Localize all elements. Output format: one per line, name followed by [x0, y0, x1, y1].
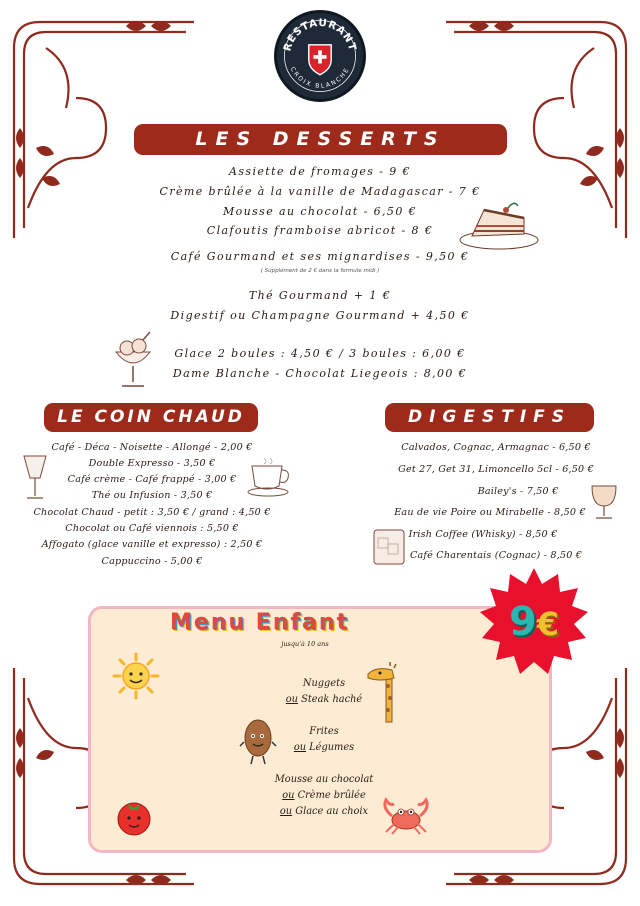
- dessert-item: Café Gourmand et ses mignardises - 9,50 €: [170, 250, 470, 263]
- coin-chaud-banner: LE COIN CHAUD: [44, 403, 258, 432]
- kids-course-3a: Mousse au chocolat: [274, 774, 374, 785]
- kids-price-value: 9: [508, 599, 537, 645]
- dessert-item: Assiette de fromages - 9 €: [229, 165, 411, 178]
- desserts-banner: LES DESSERTS: [134, 124, 507, 155]
- sun-icon: [112, 652, 160, 700]
- kids-course-3b: [282, 790, 366, 801]
- giraffe-icon: [366, 662, 402, 726]
- hot-item: Affogato (glace vanille et expresso) : 2,50 €: [41, 539, 263, 550]
- dessert-item: Crème brûlée à la vanille de Madagascar - 7 €: [159, 185, 481, 198]
- ice-item: Glace 2 boules : 4,50 € / 3 boules : 6,00 €: [174, 347, 466, 360]
- digestifs-banner: DIGESTIFS: [385, 403, 594, 432]
- or-word: ou: [293, 742, 307, 753]
- sundae-icon: [110, 330, 156, 390]
- digestif-item: Get 27, Get 31, Limoncello 5cl - 6,50 €: [398, 464, 594, 475]
- extra-item: Digestif ou Champagne Gourmand + 4,50 €: [170, 309, 470, 322]
- formula-note: ( Supplément de 2 € dans la formule midi ): [260, 268, 380, 274]
- kids-course-1b: [286, 694, 362, 705]
- dessert-item: Clafoutis framboise abricot - 8 €: [206, 224, 434, 237]
- kids-age-note: jusqu'à 10 ans: [281, 640, 329, 648]
- hot-item: Café crème - Café frappé - 3,00 €: [67, 474, 237, 485]
- kids-course-1b-text: Steak haché: [301, 694, 363, 705]
- logo-bottom-text: CROIX BLANCHE: [288, 65, 352, 90]
- hot-item: Café - Déca - Noisette - Allongé - 2,00 €: [51, 442, 253, 453]
- kids-menu-title: [170, 610, 349, 635]
- kids-menu-title-text: Menu Enfant: [170, 610, 350, 635]
- crab-icon: [378, 794, 434, 836]
- hot-item: Chocolat Chaud - petit : 3,50 € / grand : 4,50 €: [33, 507, 271, 518]
- or-word: ou: [279, 806, 293, 817]
- potato-icon: [238, 716, 278, 766]
- kids-course-3c: [280, 806, 368, 817]
- coffee-cup-icon: [246, 456, 294, 498]
- or-word: ou: [285, 694, 298, 705]
- cake-icon: [458, 196, 540, 252]
- hot-item: Thé ou Infusion - 3,50 €: [91, 490, 213, 501]
- kids-course-2b-text: Légumes: [309, 742, 355, 753]
- kids-price-currency: €: [536, 605, 560, 643]
- kids-course-2b: [294, 742, 354, 753]
- extra-item: Thé Gourmand + 1 €: [248, 289, 392, 302]
- hot-item: Chocolat ou Café viennois : 5,50 €: [65, 523, 239, 534]
- digestif-item: Bailey's - 7,50 €: [477, 486, 559, 497]
- or-word: ou: [282, 790, 295, 801]
- glass-icon: [20, 452, 50, 502]
- kids-course-3b-text: Crème brûlée: [297, 790, 366, 801]
- hot-item: Double Expresso - 3,50 €: [88, 458, 216, 469]
- dessert-item: Mousse au chocolat - 6,50 €: [222, 205, 418, 218]
- digestif-item: Irish Coffee (Whisky) - 8,50 €: [408, 529, 558, 540]
- digestif-item: Café Charentais (Cognac) - 8,50 €: [409, 550, 583, 561]
- cognac-glass-icon: [588, 478, 620, 522]
- logo-top-text: RESTAURANT: [281, 16, 359, 53]
- digestif-item: Calvados, Cognac, Armagnac - 6,50 €: [401, 442, 591, 453]
- hot-item: Cappuccino - 5,00 €: [101, 556, 203, 567]
- kids-course-1a: Nuggets: [302, 678, 346, 689]
- restaurant-logo: [274, 10, 366, 102]
- kids-course-2a: Frites: [309, 726, 339, 737]
- tomato-icon: [112, 796, 158, 838]
- ice-item: Dame Blanche - Chocolat Liegeois : 8,00 €: [172, 367, 468, 380]
- irish-coffee-icon: [368, 522, 410, 568]
- digestif-item: Eau de vie Poire ou Mirabelle - 8,50 €: [394, 507, 586, 518]
- kids-price: [509, 599, 559, 645]
- kids-course-3c-text: Glace au choix: [295, 806, 369, 817]
